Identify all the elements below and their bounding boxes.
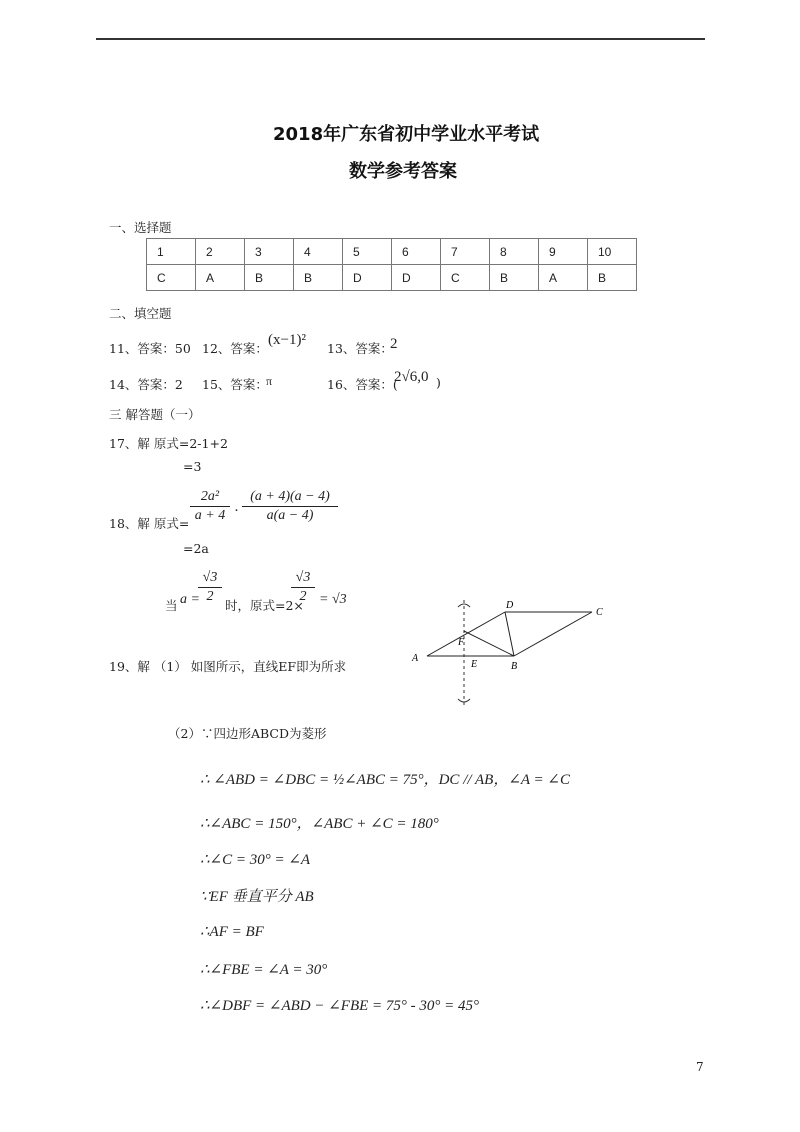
q19-line3: ∴∠C = 30° = ∠A bbox=[200, 852, 311, 868]
answer-12-label: 12、答案： bbox=[202, 341, 268, 356]
table-cell: D bbox=[343, 265, 392, 291]
q18-fraction-1 bbox=[190, 489, 230, 524]
table-cell: 6 bbox=[392, 239, 441, 265]
answer-16-close: ) bbox=[436, 375, 441, 390]
section-fill-heading: 二、填空题 bbox=[109, 306, 172, 321]
choice-answer-table bbox=[146, 238, 637, 291]
construction-arc-bottom bbox=[458, 699, 470, 702]
answer-16-value: 2√6,0 bbox=[394, 369, 429, 385]
answer-14: 14、答案：2 bbox=[109, 377, 183, 392]
table-cell: B bbox=[245, 265, 294, 291]
fraction-denominator: a(a − 4) bbox=[266, 508, 314, 523]
table-cell: A bbox=[539, 265, 588, 291]
table-cell: C bbox=[147, 265, 196, 291]
answer-16-label: 16、答案：( bbox=[327, 377, 398, 392]
q18-a-equals: a = bbox=[180, 592, 200, 607]
fraction-bar bbox=[198, 587, 222, 588]
q19-line5: ∴AF = BF bbox=[200, 924, 264, 940]
q18-label: 18、解 原式= bbox=[109, 516, 190, 531]
segment-DB bbox=[505, 612, 514, 656]
q18-fraction-3 bbox=[198, 570, 222, 605]
table-cell: B bbox=[294, 265, 343, 291]
fraction-denominator: a + 4 bbox=[194, 508, 226, 523]
table-row-answers bbox=[147, 265, 637, 291]
segment-FB bbox=[464, 631, 514, 656]
answer-11: 11、答案：50 bbox=[109, 341, 191, 356]
q18-when-label: 当 bbox=[165, 598, 178, 613]
table-cell: D bbox=[392, 265, 441, 291]
fraction-denominator: 2 bbox=[206, 589, 214, 604]
fraction-bar bbox=[242, 506, 338, 507]
section-solve-heading: 三 解答题（一） bbox=[109, 407, 201, 422]
fraction-bar bbox=[291, 587, 315, 588]
q17-line1: 17、解 原式=2-1+2 bbox=[109, 436, 228, 451]
fraction-numerator: (a + 4)(a − 4) bbox=[250, 489, 330, 504]
q18-fraction-2 bbox=[242, 489, 338, 524]
fraction-bar bbox=[190, 506, 230, 507]
table-cell: 10 bbox=[588, 239, 637, 265]
table-cell: C bbox=[441, 265, 490, 291]
answer-13-label: 13、答案： bbox=[327, 341, 393, 356]
answer-13-value: 2 bbox=[390, 336, 398, 352]
answer-15-label: 15、答案： bbox=[202, 377, 268, 392]
answer-12-value: (x−1)² bbox=[268, 332, 306, 348]
q18-multiply-dot: · bbox=[234, 503, 239, 519]
table-cell: 2 bbox=[196, 239, 245, 265]
label-D: D bbox=[506, 600, 514, 611]
fraction-denominator: 2 bbox=[299, 589, 307, 604]
table-cell: 3 bbox=[245, 239, 294, 265]
label-F: F bbox=[458, 637, 465, 648]
q19-line1: ∴ ∠ABD = ∠DBC = ½∠ABC = 75°，DC // AB，∠A = ∠C bbox=[200, 772, 570, 788]
q17-line2: =3 bbox=[183, 459, 202, 474]
page-title: 2018年广东省初中学业水平考试 bbox=[273, 124, 540, 145]
label-B: B bbox=[511, 661, 518, 672]
label-E: E bbox=[471, 659, 478, 670]
q19-line4: ∵EF 垂直平分 AB bbox=[200, 889, 314, 905]
q18-then-label: 时，原式=2× bbox=[225, 598, 304, 613]
q19-line6: ∴∠FBE = ∠A = 30° bbox=[200, 962, 328, 978]
fraction-numerator: √3 bbox=[202, 570, 218, 585]
table-cell: B bbox=[588, 265, 637, 291]
table-cell: 5 bbox=[343, 239, 392, 265]
table-cell: 8 bbox=[490, 239, 539, 265]
table-cell: B bbox=[490, 265, 539, 291]
table-cell: 4 bbox=[294, 239, 343, 265]
page-number: 7 bbox=[696, 1060, 704, 1074]
q19-line7: ∴∠DBF = ∠ABD − ∠FBE = 75° - 30° = 45° bbox=[200, 998, 480, 1014]
table-cell: 1 bbox=[147, 239, 196, 265]
section-choice-heading: 一、选择题 bbox=[109, 220, 172, 235]
q19-part2: （2）∵四边形ABCD为菱形 bbox=[168, 726, 327, 741]
q18-result: = √3 bbox=[319, 592, 347, 607]
q18-line2: =2a bbox=[183, 541, 209, 556]
segment-CB bbox=[514, 612, 592, 656]
table-row-numbers bbox=[147, 239, 637, 265]
segment-AD bbox=[427, 612, 505, 656]
rhombus-figure bbox=[405, 595, 615, 715]
table-cell: 7 bbox=[441, 239, 490, 265]
label-C: C bbox=[596, 607, 603, 618]
fraction-numerator: 2a² bbox=[200, 489, 220, 504]
table-cell: A bbox=[196, 265, 245, 291]
page-subtitle: 数学参考答案 bbox=[349, 161, 457, 182]
q18-fraction-4 bbox=[291, 570, 315, 605]
fraction-numerator: √3 bbox=[295, 570, 311, 585]
q19-line2: ∴∠ABC = 150°，∠ABC + ∠C = 180° bbox=[200, 816, 439, 832]
label-A: A bbox=[412, 653, 419, 664]
table-cell: 9 bbox=[539, 239, 588, 265]
answer-15-value: π bbox=[266, 374, 273, 388]
q19-part1: 19、解 （1） 如图所示，直线EF即为所求 bbox=[109, 659, 347, 674]
top-rule bbox=[96, 38, 705, 40]
